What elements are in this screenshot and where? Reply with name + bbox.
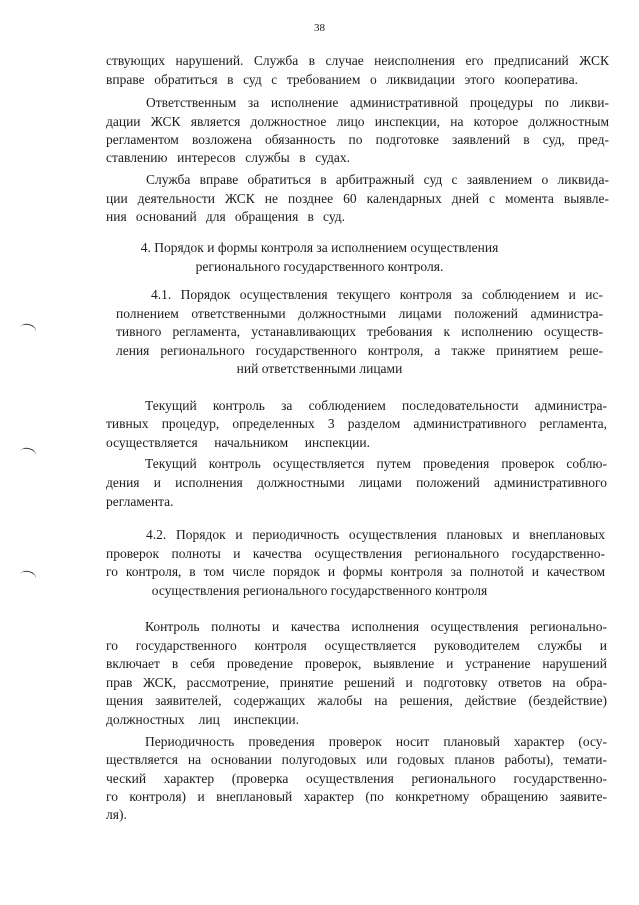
text-line: регламентом возложена обязанность по подготовке заявлений в суд, пред- <box>106 132 609 147</box>
text-line: проверок полноты и качества осуществления регионального государственно- <box>106 546 605 561</box>
text-line: прав ЖСК, рассмотрение, принятие решений и подготовку ответов на обра- <box>106 675 607 690</box>
text-line: Периодичность проведения проверок носит плановый характер (осу- <box>145 734 607 749</box>
text-line: должностных лиц инспекции. <box>106 712 299 727</box>
text-line: Ответственным за исполнение административной процедуры по ликви- <box>146 95 609 110</box>
text-line: вправе обратиться в суд с требованием о ликвидации этого кооператива. <box>106 72 578 87</box>
text-line: тивных процедур, определенных 3 разделом административного регламента, <box>106 416 607 431</box>
text-line: ления регионального государственного контроля, а также принятием реше- <box>116 343 603 358</box>
text-line: Текущий контроль за соблюдением последовательности администра- <box>145 398 607 413</box>
text-line: Контроль полноты и качества исполнения осуществления регионально- <box>145 619 607 634</box>
text-line: го государственного контроля осуществляется руководителем службы и <box>106 638 607 653</box>
text-line: 4.1. Порядок осуществления текущего контроля за соблюдением и ис- <box>151 287 603 302</box>
text-line: Текущий контроль осуществляется путем проведения проверок соблю- <box>145 456 607 471</box>
binding-mark <box>19 322 37 337</box>
heading-line: осуществления регионального государственного контроля <box>151 583 488 598</box>
text-line: регламента. <box>106 494 174 509</box>
text-line: ставлению интересов службы в судах. <box>106 150 350 165</box>
text-line: 4.2. Порядок и периодичность осуществления плановых и внеплановых <box>146 527 605 542</box>
text-line: включает в себя проведение проверок, выявление и устранение нарушений <box>106 656 607 671</box>
binding-mark <box>19 446 37 461</box>
text-line: осуществляется начальником инспекции. <box>106 435 370 450</box>
text-line: тивного регламента, устанавливающих требования к исполнению осуществ- <box>116 324 603 339</box>
text-line: ствующих нарушений. Служба в случае неисполнения его предписаний ЖСК <box>106 53 609 68</box>
text-line: ции деятельности ЖСК не позднее 60 календарных дней с момента выявле- <box>106 191 609 206</box>
heading-line: ний ответственными лицами <box>236 361 403 376</box>
heading-line: 4. Порядок и формы контроля за исполнением осуществления <box>140 240 499 255</box>
text-line: дации ЖСК является должностное лицо инспекции, на которое должностным <box>106 114 609 129</box>
text-line: ществляется на основании полугодовых или годовых планов работы), темати- <box>106 752 607 767</box>
text-line: ния оснований для обращения в суд. <box>106 209 345 224</box>
text-line: полнением ответственными должностными лицами положений администра- <box>116 306 603 321</box>
page-number: 38 <box>314 22 325 34</box>
text-line: го контроля, в том числе порядок и формы контроля за полнотой и качеством <box>106 564 605 579</box>
heading-line: регионального государственного контроля. <box>195 259 444 274</box>
text-line: ля). <box>106 807 127 822</box>
text-line: щения заявителей, содержащих жалобы на решения, действие (бездействие) <box>106 693 607 708</box>
text-line: дения и исполнения должностными лицами положений административного <box>106 475 607 490</box>
text-line: ческий характер (проверка осуществления регионального государственно- <box>106 771 607 786</box>
text-line: го контроля) и внеплановый характер (по конкретному обращению заявите- <box>106 789 607 804</box>
text-line: Служба вправе обратиться в арбитражный суд с заявлением о ликвида- <box>146 172 609 187</box>
